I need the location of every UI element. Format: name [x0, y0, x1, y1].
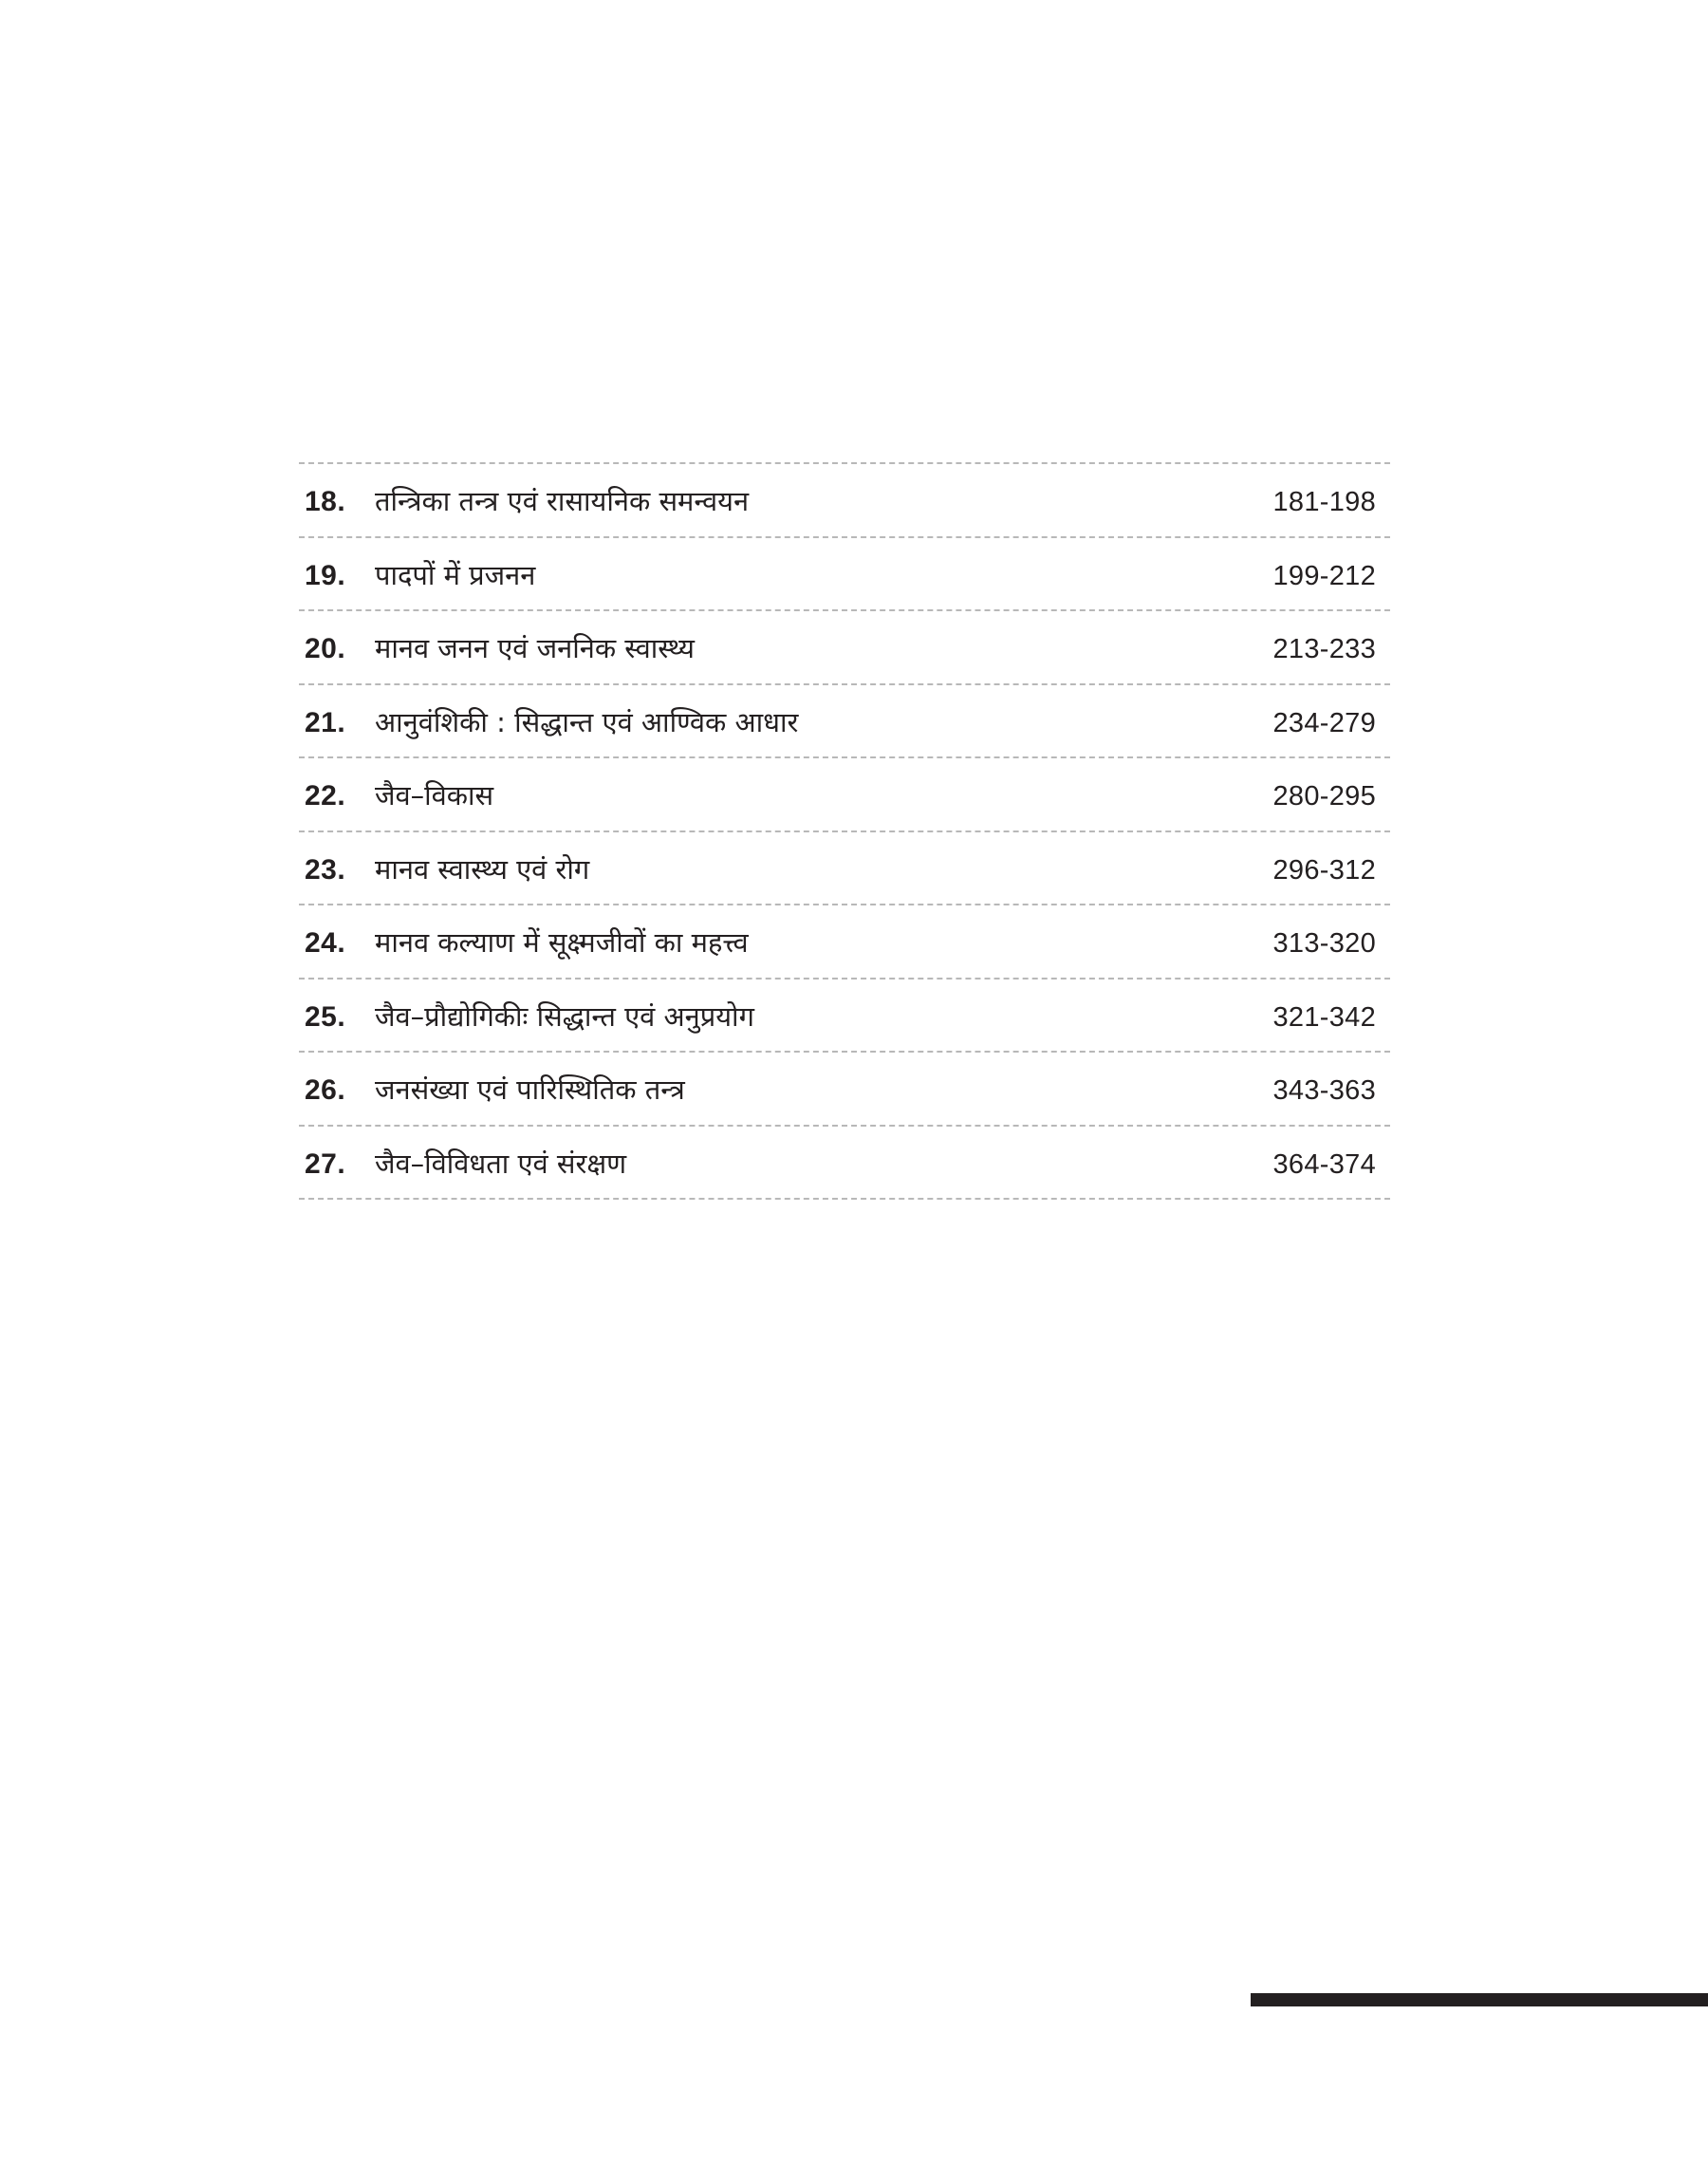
chapter-page-range: 364-374	[1272, 1148, 1376, 1180]
chapter-number: 20.	[305, 633, 346, 664]
chapter-number: 27.	[305, 1147, 346, 1180]
chapter-page-range: 181-198	[1272, 487, 1376, 517]
chapter-title: जैव–विकास	[375, 779, 494, 812]
toc-entry-23[interactable]	[299, 832, 1390, 906]
chapter-number: 18.	[305, 486, 346, 517]
toc-entry-22[interactable]	[299, 758, 1390, 832]
toc-entry-18[interactable]	[299, 464, 1390, 538]
toc-entry-26[interactable]	[299, 1053, 1390, 1127]
chapter-title: आनुवंशिकी : सिद्धान्त एवं आण्विक आधार	[375, 705, 799, 738]
toc-entry-25[interactable]	[299, 980, 1390, 1054]
chapter-number: 23.	[305, 853, 346, 886]
chapter-title: तन्त्रिका तन्त्र एवं रासायनिक समन्वयन	[375, 485, 750, 517]
chapter-page-range: 343-363	[1272, 1075, 1376, 1106]
chapter-number: 24.	[305, 927, 346, 959]
chapter-title: जैव–प्रौद्योगिकीः सिद्धान्त एवं अनुप्रयोग	[375, 999, 754, 1033]
toc-entry-19[interactable]	[299, 538, 1390, 612]
chapter-title: जैव–विविधता एवं संरक्षण	[375, 1147, 627, 1180]
footer-bar	[1251, 1993, 1708, 2006]
chapter-title: पादपों में प्रजनन	[375, 558, 536, 591]
table-of-contents	[299, 462, 1390, 1200]
toc-entry-24[interactable]	[299, 905, 1390, 980]
chapter-page-range: 234-279	[1272, 707, 1376, 738]
toc-entry-21[interactable]	[299, 685, 1390, 759]
chapter-title: मानव जनन एवं जननिक स्वास्थ्य	[375, 632, 695, 664]
chapter-page-range: 296-312	[1272, 854, 1376, 886]
chapter-number: 22.	[305, 780, 346, 812]
chapter-number: 19.	[305, 559, 346, 591]
chapter-page-range: 199-212	[1272, 560, 1376, 591]
toc-entry-20[interactable]	[299, 611, 1390, 685]
chapter-page-range: 321-342	[1272, 1001, 1376, 1033]
chapter-title: जनसंख्या एवं पारिस्थितिक तन्त्र	[375, 1073, 685, 1106]
chapter-title: मानव कल्याण में सूक्ष्मजीवों का महत्त्व	[375, 926, 749, 959]
chapter-number: 26.	[305, 1074, 346, 1106]
chapter-number: 25.	[305, 1000, 346, 1033]
chapter-page-range: 213-233	[1272, 634, 1376, 664]
chapter-number: 21.	[305, 706, 346, 738]
toc-entry-27[interactable]	[299, 1127, 1390, 1201]
chapter-title: मानव स्वास्थ्य एवं रोग	[375, 852, 590, 886]
chapter-page-range: 280-295	[1272, 781, 1376, 812]
chapter-page-range: 313-320	[1272, 928, 1376, 959]
